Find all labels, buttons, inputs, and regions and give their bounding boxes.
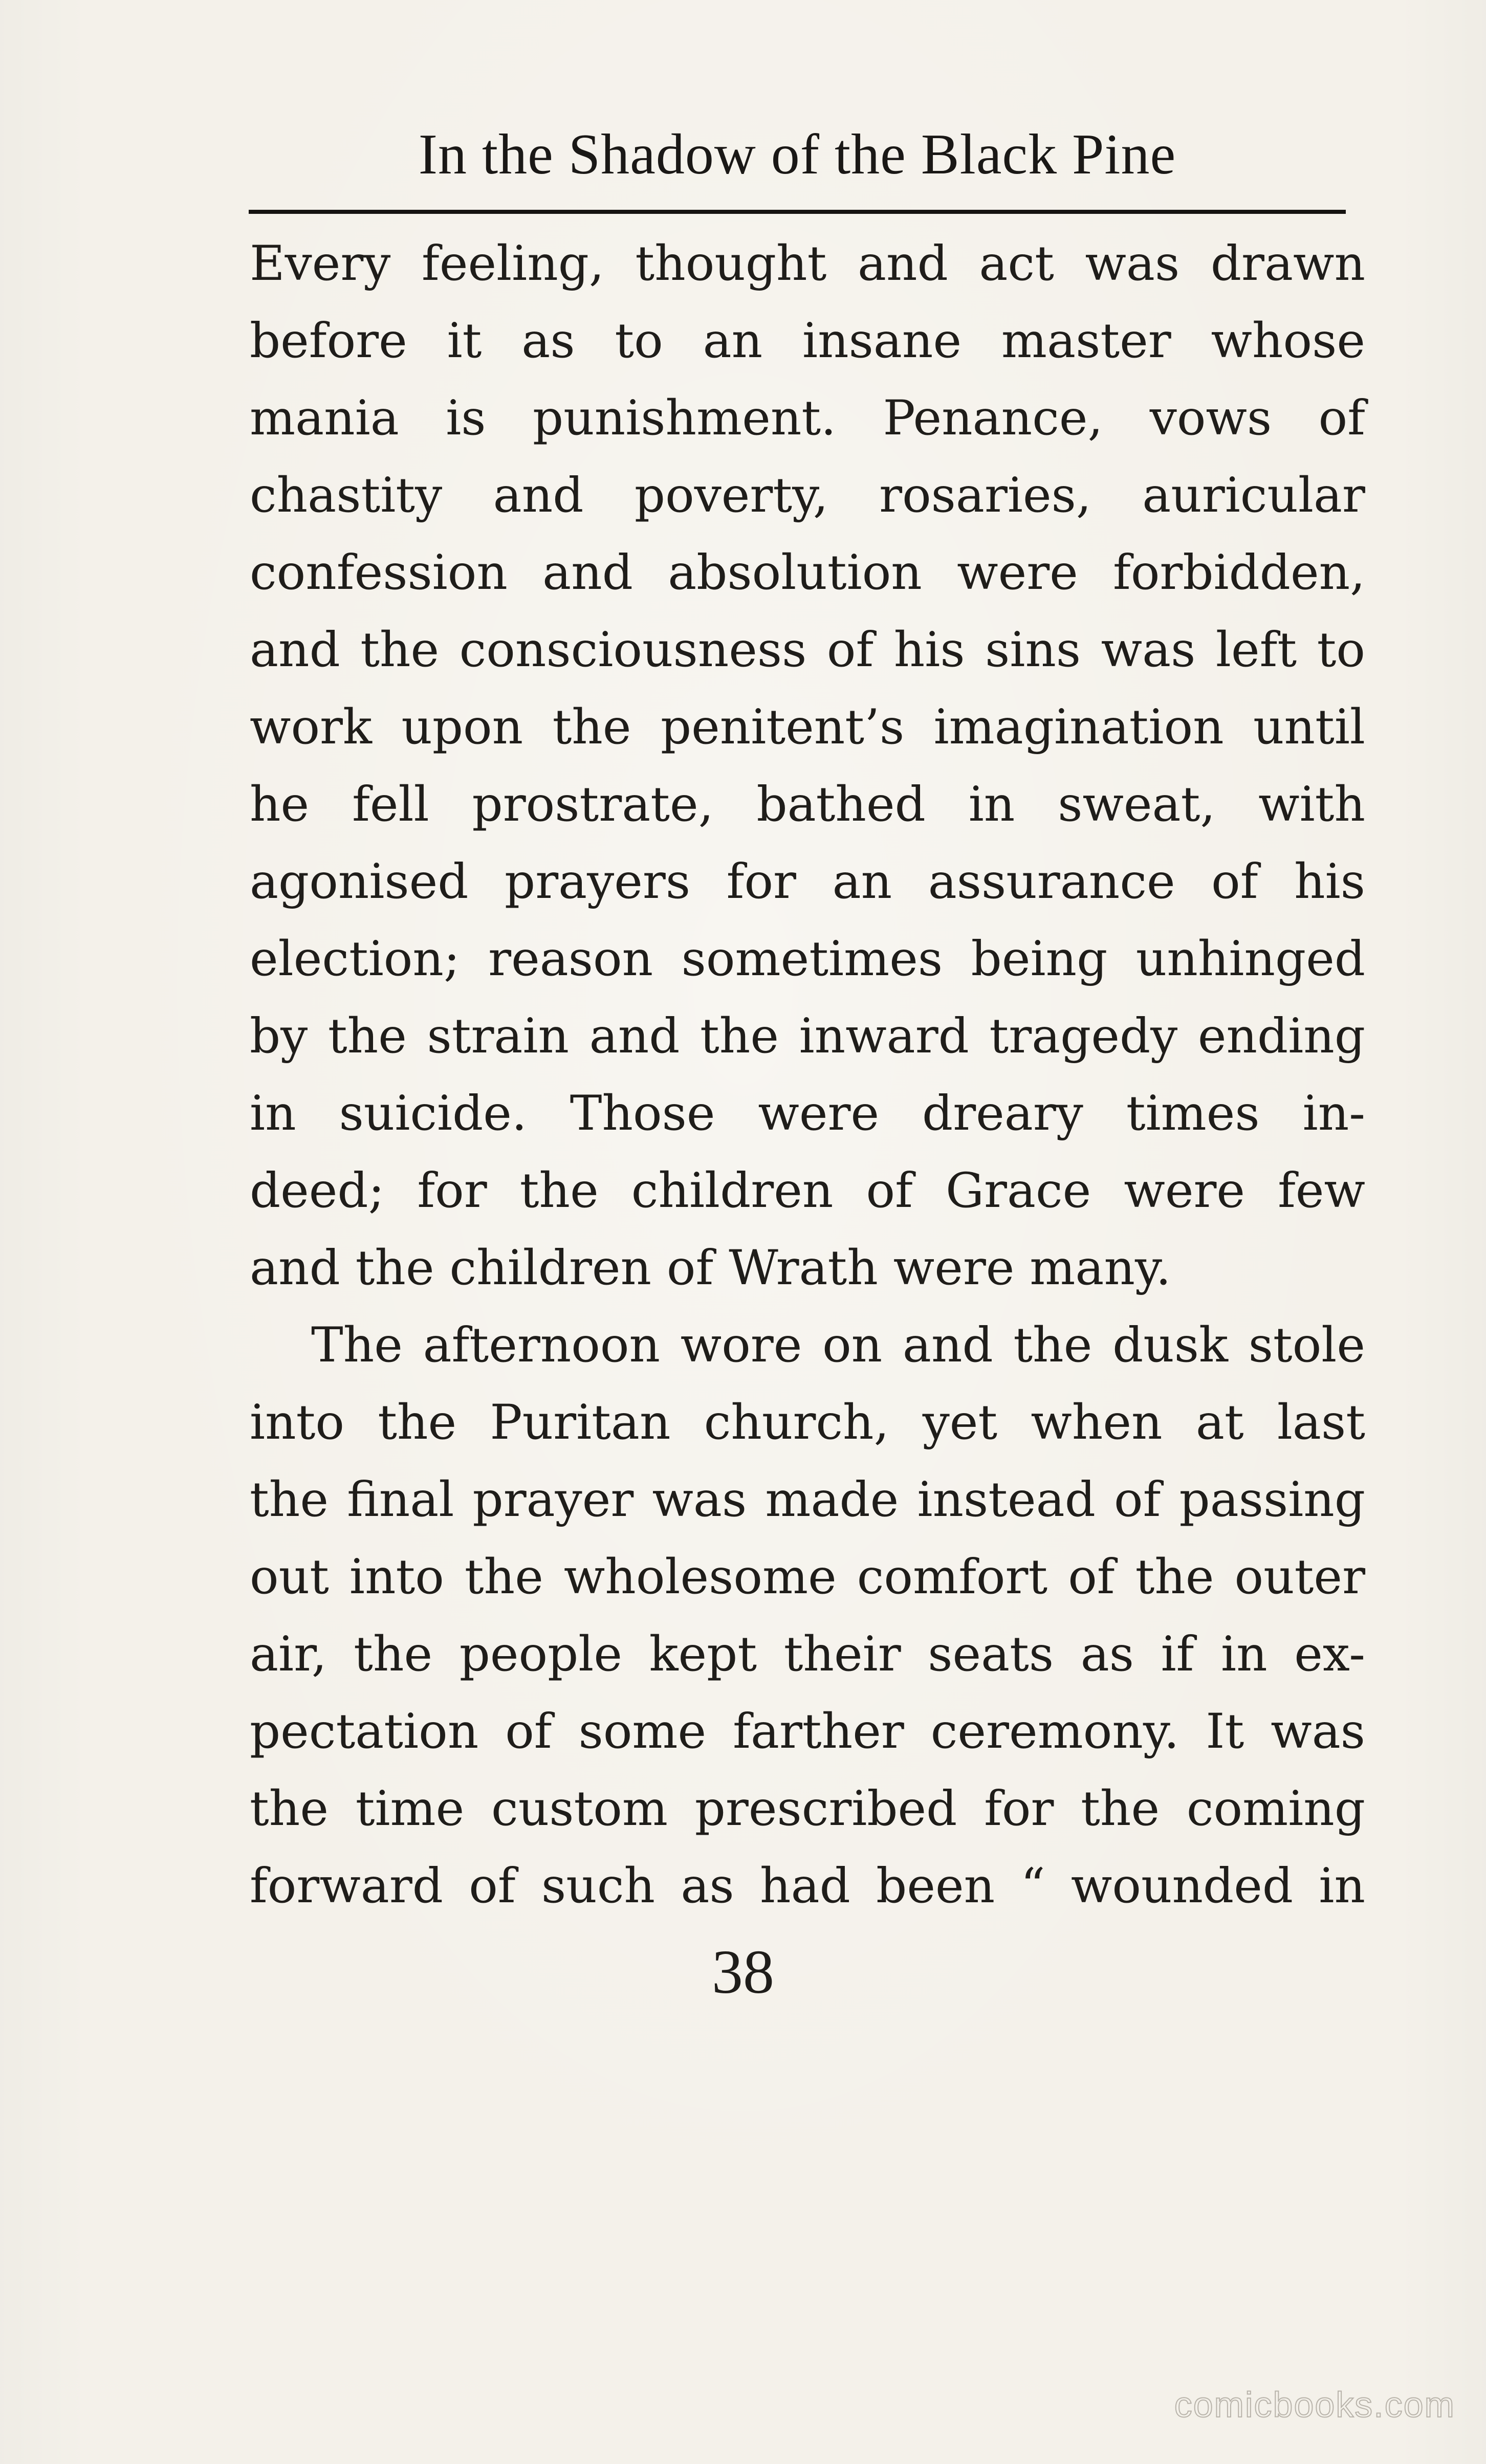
text-line: the time custom prescribed for the coming — [250, 1781, 1365, 1837]
text-line: confession and absolution were forbidden, — [250, 545, 1365, 601]
text-line: work upon the penitent’s imagination until — [250, 699, 1365, 755]
body-text — [250, 225, 1365, 1925]
text-line: in suicide. Those were dreary times in- — [250, 1086, 1365, 1141]
text-line: forward of such as had been “ wounded in — [250, 1858, 1365, 1914]
paragraph-first-line: The afternoon wore on and the dusk stole — [311, 1317, 1365, 1373]
text-line: and the consciousness of his sins was left to — [250, 622, 1365, 678]
text-line: pectation of some farther ceremony. It was — [250, 1704, 1365, 1759]
text-line: Every feeling, thought and act was drawn — [250, 236, 1365, 292]
text-line: into the Puritan church, yet when at last — [250, 1395, 1365, 1450]
running-head: In the Shadow of the Black Pine — [418, 123, 1176, 186]
text-line: the final prayer was made instead of passing — [250, 1472, 1365, 1528]
header-rule — [249, 210, 1346, 214]
text-line: agonised prayers for an assurance of his — [250, 854, 1365, 910]
page-number: 38 — [712, 1938, 774, 2007]
paragraph-last-line: and the children of Wrath were many. — [250, 1240, 1171, 1296]
text-line: mania is punishment. Penance, vows of — [250, 390, 1365, 446]
watermark: comicbooks.com — [1174, 2385, 1455, 2425]
text-line: chastity and poverty, rosaries, auricular — [250, 468, 1365, 523]
text-line: out into the wholesome comfort of the outer — [250, 1549, 1365, 1605]
text-line: election; reason sometimes being unhinged — [250, 931, 1365, 987]
text-line: deed; for the children of Grace were few — [250, 1163, 1365, 1219]
text-line: air, the people kept their seats as if in ex- — [250, 1626, 1365, 1682]
text-line: before it as to an insane master whose — [250, 313, 1365, 369]
text-line: he fell prostrate, bathed in sweat, with — [250, 777, 1365, 832]
text-line: by the strain and the inward tragedy ending — [250, 1008, 1365, 1064]
